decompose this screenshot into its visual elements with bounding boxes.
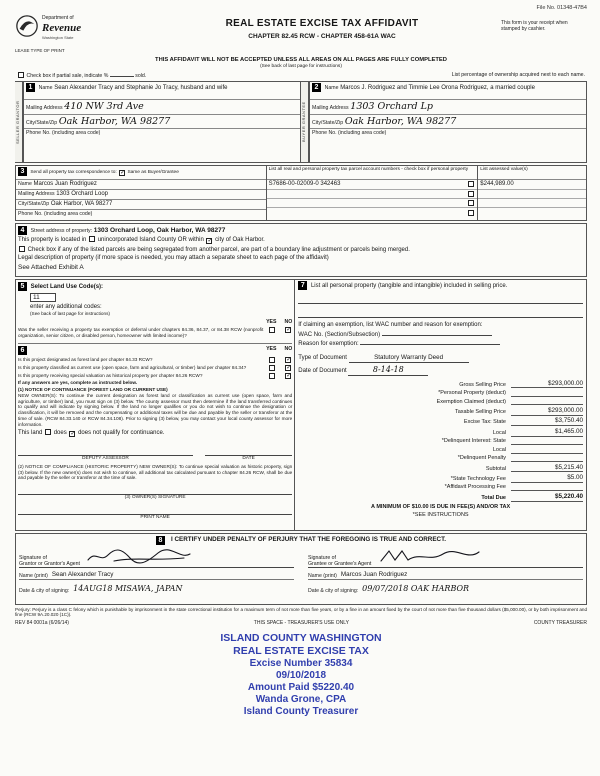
or-within-label: OR within [177,237,204,244]
see-back-instructions: (See back of last page for instructions) [30,311,110,317]
corr-name-label: Name [18,180,32,187]
city-checkbox[interactable]: ✓ [207,238,213,245]
seller-name-label: Name [38,84,53,91]
deputy-assessor-label: DEPUTY ASSESSOR [82,455,129,461]
stamp-excise-number: Excise Number 35834 [249,657,353,669]
does-not-label: does not [78,430,102,437]
corr-citystatezip-value: Oak Harbor, WA 98277 [50,200,113,207]
personal-property-section [295,279,587,531]
section-2-number: 2 [312,83,321,92]
current-use-question: Is this property classified as current use (open space, farm and agricultural, or timber) land per chapter 84.34? [18,365,247,371]
partial-sale-checkbox[interactable] [18,72,24,78]
corr-mailing-label: Mailing Address [18,190,55,197]
receipt-note: This form is your receipt when stamped by cashier. [501,20,568,33]
see-instructions-note: *SEE INSTRUCTIONS [412,512,469,519]
fin-value-excise-local: $1,465.00 [511,428,583,437]
print-name-line[interactable] [18,505,292,515]
revenue-wordmark: Revenue [42,21,82,34]
deputy-date-label: DATE [242,455,255,461]
this-land-label: This land [18,430,43,437]
owners-signature-line[interactable] [18,485,292,495]
wac-number-field[interactable] [382,335,492,336]
grantor-signature[interactable] [84,548,194,568]
grantee-date-city-label: Date & city of signing: [308,587,359,594]
forest-no-checkbox[interactable]: ✓ [286,357,292,364]
seller-box [23,81,301,163]
s5-yes-header: YES [266,318,277,325]
personal-property-line-1[interactable] [298,294,583,304]
parcel-1-personal-checkbox[interactable] [468,181,474,187]
county-treasurer-label: COUNTY TREASURER [533,620,587,627]
street-address-value: 1303 Orchard Loop, Oak Harbor, WA 98277 [93,226,226,234]
seller-mailing-label: Mailing Address [26,104,63,111]
reason-exemption-field[interactable] [360,344,500,345]
partial-percent-field[interactable] [110,76,134,77]
segregated-label: Check box if any of the listed parcels are being segregated from another parcel, are part of a boundary line adjustment or parcels being merged. [27,246,410,253]
parties-section [15,81,587,163]
assessed-value-header: List assessed value(s) [478,166,586,180]
currentuse-yes-checkbox[interactable] [269,365,275,371]
buyer-citystatezip-label: City/State/Zip [312,119,344,126]
fin-label-delinq-int-local: Local [492,446,506,453]
fin-value-exemption [511,398,583,405]
grantee-sig-label-2: Grantee or Grantee's Agent [308,560,372,567]
deputy-date-line[interactable] [205,446,292,456]
section-1-number: 1 [26,83,35,92]
parcel-2-personal-checkbox[interactable] [468,191,474,197]
notice-compliance-body: (2) NOTICE OF COMPLIANCE (HISTORIC PROPERTY) NEW OWNER(S): To continue special valuation as historic property, sign (3) below. If the new owner(s) does not wish to continue, all additional tax calculated pursuant to chapter 84.26 RCW, shall be due and payable by the seller or transferor at the time of sale. [18,463,293,481]
stamp-date: 09/10/2018 [275,669,327,681]
buyer-name-label: Name [324,84,339,91]
wac-number-label: WAC No. (Section/Subsection) [298,331,381,338]
stamp-county-line: ISLAND COUNTY WASHINGTON [220,632,382,645]
exemption-yes-checkbox[interactable] [269,327,275,333]
dept-revenue-logo-icon [15,14,39,42]
street-address-label: Street address of property: [30,227,93,234]
fin-label-processing-fee: *Affidavit Processing Fee [444,484,506,491]
buyer-phone-label: Phone No. (including area code) [312,130,387,137]
buyer-mailing-value: 1303 Orchard Lp [350,100,433,112]
type-or-print-note: LEASE TYPE OF PRINT [15,47,65,53]
unincorporated-label: unincorporated Island County [97,237,177,244]
segregated-checkbox[interactable] [19,246,25,252]
type-of-document-value: Statutory Warranty Deed [349,354,469,363]
fin-label-gross: Gross Selling Price [459,381,506,388]
grantor-date-city-value: 14AUG18 MISAWA, JAPAN [73,584,183,594]
buyer-grantee-side-label: BUYER GRANTEE [301,81,309,163]
legal-description-value: See Attached Exhibit A [18,263,84,271]
fin-label-exemption: Exemption Claimed (deduct) [436,398,506,405]
grantee-name-print-label: Name (print) [308,572,337,579]
seller-name-value: Sean Alexander Tracy and Stephanie Jo Tracy, husband and wife [54,84,228,91]
seller-citystatezip-value: Oak Harbor, WA 98277 [58,115,171,127]
property-address-section [15,223,587,277]
grantor-sig-label-1: Signature of [19,554,47,561]
corr-name-value: Marcos Juan Rodriguez [33,180,97,187]
historic-yes-checkbox[interactable] [269,373,275,379]
grantor-name-print-value: Sean Alexander Tracy [51,571,114,579]
section-6-number: 6 [18,346,27,355]
fin-value-total-due: $5,220.40 [511,493,583,502]
date-of-document-label: Date of Document [298,367,347,374]
fin-value-delinq-penalty [511,455,583,462]
grantee-signature[interactable] [375,548,485,568]
parcel-number-value: S7686-00-02009-0 342463 [268,180,341,187]
buyer-citystatezip-value: Oak Harbor, WA 98277 [344,115,457,127]
corr-mailing-value: 1303 Orchard Loop [56,190,108,197]
legal-description-label: Legal description of property (if more space is needed, you may attach a separate sheet to each page of the affidavit) [18,255,329,262]
forest-yes-checkbox[interactable] [269,357,275,363]
washington-state-label: Washington State [42,35,74,41]
fin-value-delinq-int-local [511,447,583,454]
form-subtitle: CHAPTER 82.45 RCW - CHAPTER 458-61A WAC [248,32,396,40]
fin-label-total-due: Total Due [481,494,506,501]
section-3-number: 3 [18,167,27,176]
fin-label-taxable: Taxable Selling Price [454,408,506,415]
section-7-number: 7 [298,281,307,290]
fin-value-tech-fee: $5.00 [511,474,583,483]
stamp-signer-title: Island County Treasurer [243,705,359,717]
parcel-4-personal-checkbox[interactable] [468,210,474,216]
fin-label-delinq-penalty: *Delinquent Penalty [457,455,506,462]
s6-yes-header: YES [266,345,277,352]
city-label: city of Oak Harbor. [215,237,265,244]
assessed-value: $244,989.00 [480,180,514,187]
send-correspondence-label: Send all property tax correspondence to: [30,169,117,175]
currentuse-no-checkbox[interactable]: ✓ [286,365,292,372]
tax-correspondence-section [15,165,587,221]
owners-signature-label: (3) OWNER(S) SIGNATURE [124,494,186,500]
parcel-3-personal-checkbox[interactable] [468,200,474,206]
land-does-not-checkbox[interactable]: ✓ [70,431,76,438]
tax-exemption-question: Was the seller receiving a property tax exemption or deferral under chapters 84.36, 84.37, or 84.38 RCW (nonprofit organization, senior citizen, or disabled person, homeowner with limited income)? [18,327,264,339]
print-name-label: PRINT NAME [140,514,170,520]
stamp-amount-paid: Amount Paid $5220.40 [247,681,355,693]
fin-value-taxable: $293,000.00 [511,407,583,416]
grantee-signature-block [308,548,583,595]
notice-continuance-title: (1) NOTICE OF CONTINUANCE (FOREST LAND OR CURRENT USE) [18,387,168,393]
personal-property-line-2[interactable] [298,308,583,318]
fin-label-excise-local: Local [492,429,506,436]
form-title: REAL ESTATE EXCISE TAX AFFIDAVIT [225,18,419,29]
reason-exemption-label: Reason for exemption: [298,341,359,348]
section-8-number: 8 [156,536,165,545]
land-use-code-field[interactable]: 11 [30,293,56,302]
ownership-percentage-note: List percentage of ownership acquired next to each name. [451,72,585,79]
partial-sale-label: Check box if partial sale, indicate % [26,73,109,80]
seller-mailing-value: 410 NW 3rd Ave [64,100,144,112]
fin-value-personal [511,390,583,397]
buyer-mailing-label: Mailing Address [312,104,349,111]
fin-value-processing-fee [511,484,583,491]
fin-value-excise-state: $3,750.40 [511,417,583,426]
sold-label: sold. [135,73,147,80]
fin-label-tech-fee: *State Technology Fee [450,475,506,482]
treasurer-space-label: THIS SPACE - TREASURER'S USE ONLY [253,620,349,627]
dept-of-label: Department of [42,15,74,22]
unincorporated-checkbox[interactable] [89,236,95,242]
file-number: File No. 01348-47B4 [536,5,587,11]
grantor-signature-block [19,548,294,595]
does-label: does [53,430,67,437]
land-does-checkbox[interactable] [45,429,51,435]
forest-land-question: Is this project designated as forest land per chapter 84.33 RCW? [18,357,153,363]
stamp-signer-name: Wanda Grone, CPA [255,693,347,705]
treasurer-stamp [15,632,587,717]
fin-value-delinq-int-state [511,438,583,445]
date-of-document-value: 8-14-18 [348,365,428,376]
fin-label-delinq-int-state: *Delinquent Interest: State [441,438,506,445]
corr-phone-label: Phone No. (including area code) [18,210,93,217]
section-5-number: 5 [18,282,27,291]
buyer-box [309,81,587,163]
type-of-document-label: Type of Document [298,354,347,361]
same-as-buyer-label: Same as Buyer/Grantee [127,169,179,175]
grantor-name-print-label: Name (print) [19,572,48,579]
buyer-name-value: Marcos J. Rodriguez and Timmie Lee Orona Rodriguez, a married couple [340,84,535,91]
form-revision-number: REV 84 0001a (6/26/14) [15,620,69,627]
section-4-number: 4 [18,226,27,235]
historic-no-checkbox[interactable]: ✓ [286,373,292,380]
fin-label-personal: *Personal Property (deduct) [438,390,506,397]
grantee-sig-label-1: Signature of [308,554,336,561]
deputy-assessor-signature-line[interactable] [18,446,193,456]
fin-value-gross: $293,000.00 [511,380,583,389]
parcel-numbers-header: List all real and personal property tax parcel account numbers - check box if personal property [267,166,478,180]
document-header [15,14,587,56]
stamp-tax-line: REAL ESTATE EXCISE TAX [233,645,369,658]
s6-no-header: NO [284,345,293,352]
seller-citystatezip-label: City/State/Zip [26,119,58,126]
if-yes-instruction: If any answers are yes, complete as instructed below. [18,380,138,386]
certification-section [15,533,587,605]
exemption-claim-label: If claiming an exemption, list WAC number and reason for exemption: [298,322,483,329]
land-use-code-label: Select Land Use Code(s): [30,283,104,290]
completion-warning: THIS AFFIDAVIT WILL NOT BE ACCEPTED UNLESS ALL AREAS ON ALL PAGES ARE FULLY COMPLETED [155,57,447,63]
additional-codes-label: enter any additional codes: [30,303,102,310]
s5-no-header: NO [284,318,293,325]
see-back-note: (See back of last page for instructions) [260,64,342,70]
personal-property-label: List all personal property (tangible and intangible) included in selling price. [310,282,508,289]
seller-phone-label: Phone No. (including area code) [26,130,101,137]
form-footer [15,620,587,626]
grantor-date-city-label: Date & city of signing: [19,587,70,594]
corr-citystatezip-label: City/State/Zip [18,200,50,207]
land-use-section [15,279,295,531]
grantor-sig-label-2: Grantor or Grantor's Agent [19,560,80,567]
historic-property-question: Is this property receiving special valuation as historical property per chapter 84.26 RCW? [18,373,203,379]
exemption-no-checkbox[interactable]: ✓ [286,327,292,334]
seller-grantor-side-label: SELLER GRANTOR [15,81,23,163]
fin-value-subtotal: $5,215.40 [511,464,583,473]
fin-label-excise-state: Excise Tax: State [463,419,506,426]
notice-continuance-body: NEW OWNER(S): To continue the current designation as forest land or classification as current use (open space, farm and agriculture, or timber) land, you must sign on (3) below. The county assessor must then determine if the land transferred continues to qualify and will indicate by signing below. If the land no longer qualifies or you do not wish to continue the designation or classification, it will be removed and the compensating or additional taxes will be due and payable by the seller or transferor at the time of sale. (RCW 84.33.140 or RCW 84.34.108). Prior to signing (3) below, you may contact your local county assessor for more information. [18,392,293,427]
located-in-label: This property is located in [18,237,87,244]
grantee-date-city-value: 09/07/2018 OAK HARBOR [362,584,470,594]
fin-label-subtotal: Subtotal [485,465,506,472]
perjury-statement: Perjury: Perjury is a class C felony which is punishable by imprisonment in the state correctional institution for a maximum term of not more than five years, or by a fine in an amount fixed by the court of not more than five thousand dollars ($5,000.00), or by both imprisonment and fine (RCW 9A.20.020 (1C)). [15,606,587,618]
grantee-name-print-value: Marcos Juan Rodriguez [340,571,408,579]
qualify-label: qualify for continuance. [102,430,165,437]
certify-statement: I CERTIFY UNDER PENALTY OF PERJURY THAT THE FOREGOING IS TRUE AND CORRECT. [171,536,446,544]
same-as-buyer-checkbox[interactable]: ✓ [120,169,126,176]
minimum-due-note: A MINIMUM OF $10.00 IS DUE IN FEE(S) AND/OR TAX [371,503,511,510]
